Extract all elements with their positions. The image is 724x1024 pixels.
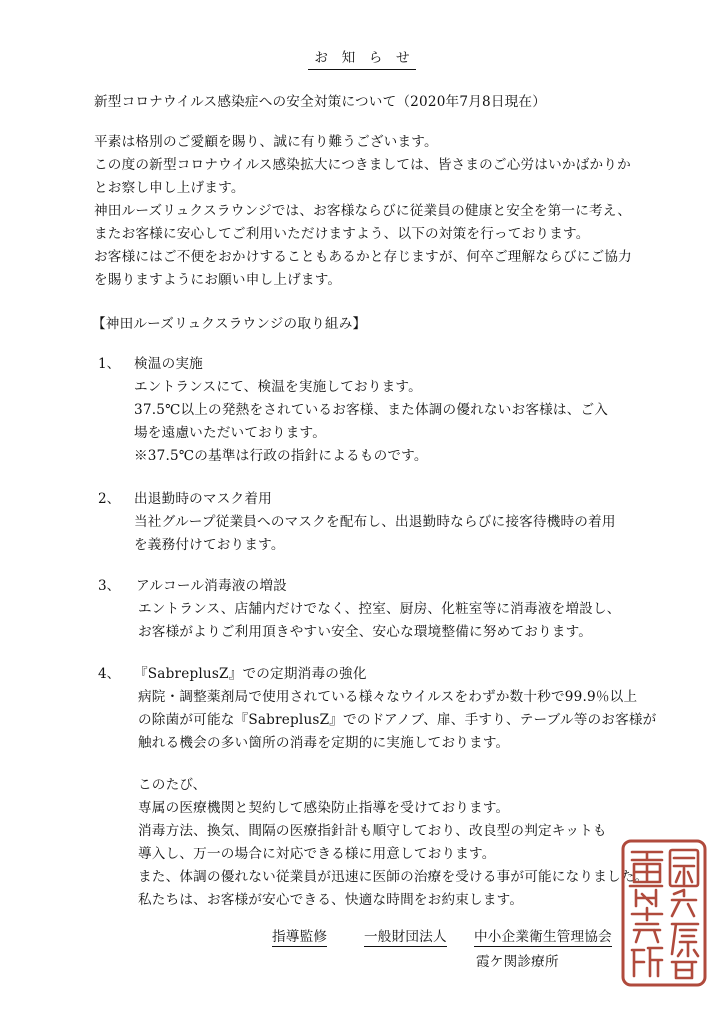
item-line: を義務付けております。	[134, 537, 285, 553]
item-line: 37.5℃以上の発熱をされているお客様、また体調の優れないお客様は、ご入	[134, 402, 609, 418]
clinic-seal-stamp	[620, 838, 708, 988]
item-line: ※37.5℃の基準は行政の指針によるものです。	[134, 448, 428, 464]
item-line: お客様がよりご利用頂きやすい安全、安心な環境整備に努めております。	[138, 624, 593, 640]
notice-subtitle: 新型コロナウイルス感染症への安全対策について（2020年7月8日現在）	[94, 94, 547, 110]
item-number: 4、	[98, 666, 121, 682]
intro-line: 平素は格別のご愛顧を賜り、誠に有り難うございます。	[94, 134, 438, 150]
supervision-org-type: 一般財団法人	[364, 929, 447, 945]
item-line: 触れる機会の多い箇所の消毒を定期的に実施しております。	[138, 735, 510, 751]
intro-line: お客様にはご不便をおかけすることもあるかと存じますが、何卒ご理解ならびにご協力	[94, 249, 632, 265]
item-heading: 検温の実施	[134, 356, 203, 372]
supervision-clinic: 霞ケ関診療所	[476, 954, 559, 970]
closing-line: 私たちは、お客様が安心できる、快適な時間をお約束します。	[138, 892, 524, 908]
item-line: 場を遠慮いただいております。	[134, 425, 327, 441]
item-number: 3、	[98, 578, 121, 594]
item-line: エントランス、店舗内だけでなく、控室、厨房、化粧室等に消毒液を増設し、	[138, 601, 621, 617]
supervision-org-name: 中小企業衛生管理協会	[474, 929, 612, 945]
item-heading: 出退勤時のマスク着用	[134, 491, 272, 507]
item-number: 1、	[98, 356, 121, 372]
item-line: の除菌が可能な『SabreplusZ』でのドアノブ、扉、手すり、テーブル等のお客様が	[138, 712, 657, 728]
item-line: 病院・調整薬剤局で使用されている様々なウイルスをわずか数十秒で99.9％以上	[138, 689, 638, 705]
closing-line: また、体調の優れない従業員が迅速に医師の治療を受ける事が可能になりました。	[138, 869, 649, 885]
intro-line: を賜りますようにお願い申し上げます。	[94, 272, 342, 288]
closing-line: このたび、	[138, 777, 207, 793]
closing-line: 導入し、万一の場合に対応できる様に用意しております。	[138, 846, 496, 862]
item-line: 当社グループ従業員へのマスクを配布し、出退勤時ならびに接客待機時の着用	[134, 514, 616, 530]
intro-line: 神田ルーズリュクスラウンジでは、お客様ならびに従業員の健康と安全を第一に考え、	[94, 203, 632, 219]
page-title-text: お 知 ら せ	[308, 48, 415, 70]
closing-line: 消毒方法、換気、間隔の医療指針計も順守しており、改良型の判定キットも	[138, 823, 607, 839]
item-line: エントランスにて、検温を実施しております。	[134, 379, 422, 395]
item-number: 2、	[98, 491, 121, 507]
section-heading: 【神田ルーズリュクスラウンジの取り組み】	[92, 316, 367, 332]
closing-line: 専属の医療機関と契約して感染防止指導を受けております。	[138, 800, 510, 816]
item-heading: 『SabreplusZ』での定期消毒の強化	[134, 666, 367, 682]
intro-line: またお客様に安心してご利用いただけますよう、以下の対策を行っております。	[94, 226, 590, 242]
intro-line: とお察し申し上げます。	[94, 180, 245, 196]
intro-line: この度の新型コロナウイルス感染拡大につきましては、皆さまのご心労はいかばかりか	[94, 157, 631, 173]
item-heading: アルコール消毒液の増設	[136, 578, 287, 594]
supervision-label: 指導監修	[272, 929, 328, 945]
page-title	[0, 48, 724, 70]
